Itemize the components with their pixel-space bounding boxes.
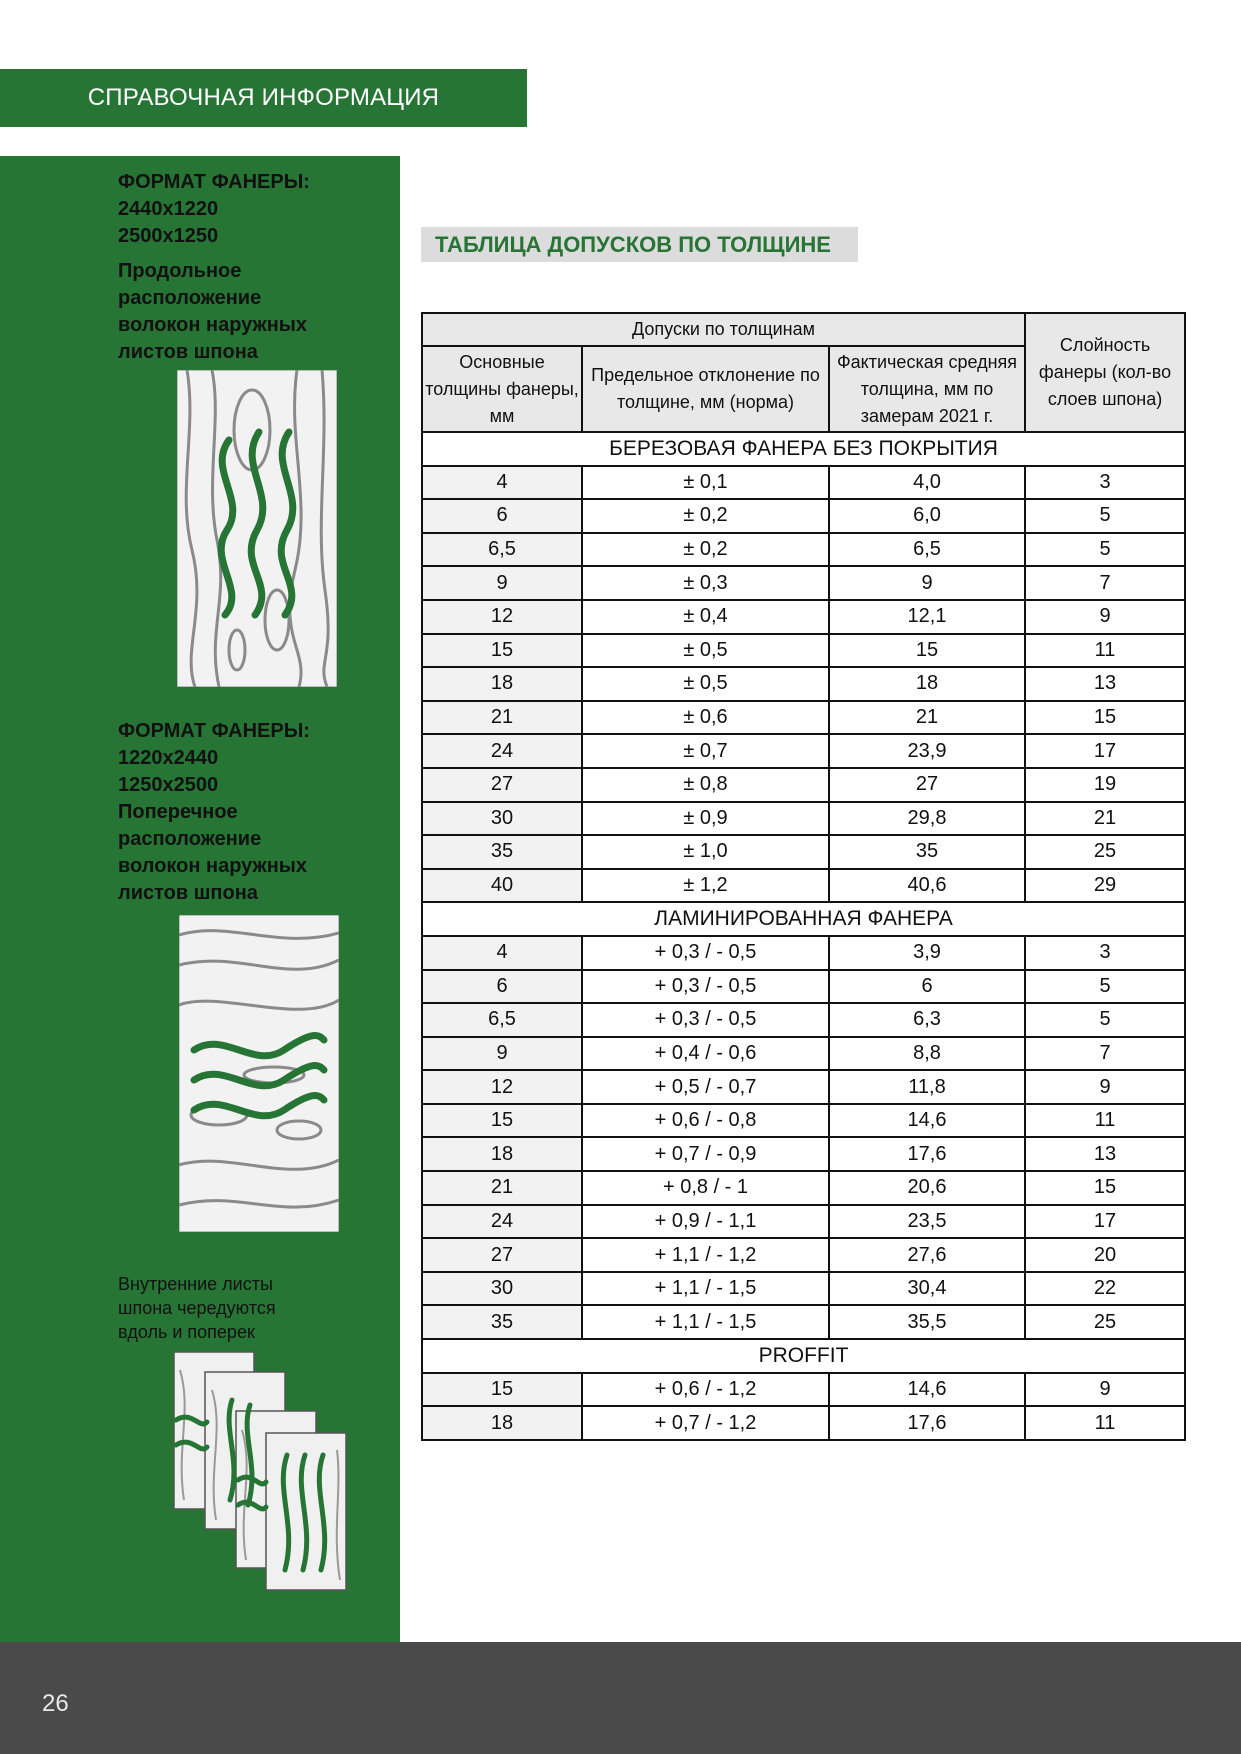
sidebar-longitudinal-desc bbox=[118, 258, 398, 366]
table-cell: 22 bbox=[1025, 1272, 1185, 1306]
table-cell: 27,6 bbox=[829, 1238, 1025, 1272]
table-title bbox=[421, 227, 858, 262]
table-cell: + 0,3 / - 0,5 bbox=[582, 1003, 829, 1037]
table-row bbox=[422, 1406, 1185, 1440]
table-cell: ± 0,1 bbox=[582, 466, 829, 500]
table-cell: 11 bbox=[1025, 1104, 1185, 1138]
table-cell: ± 0,9 bbox=[582, 802, 829, 836]
table-cell: 11 bbox=[1025, 1406, 1185, 1440]
table-cell: 29 bbox=[1025, 869, 1185, 903]
column-header-deviation: Предельное отклонение по толщине, мм (норма) bbox=[582, 346, 829, 432]
table-cell: 20,6 bbox=[829, 1171, 1025, 1205]
table-title-text: ТАБЛИЦА ДОПУСКОВ ПО ТОЛЩИНЕ bbox=[435, 231, 831, 257]
table-row bbox=[422, 634, 1185, 668]
table-row bbox=[422, 566, 1185, 600]
table-cell: 40 bbox=[422, 869, 582, 903]
table-cell: + 1,1 / - 1,2 bbox=[582, 1238, 829, 1272]
table-cell: 3,9 bbox=[829, 936, 1025, 970]
section-title: БЕРЕЗОВАЯ ФАНЕРА БЕЗ ПОКРЫТИЯ bbox=[422, 432, 1185, 466]
table-cell: 3 bbox=[1025, 936, 1185, 970]
table-row bbox=[422, 1305, 1185, 1339]
table-row bbox=[422, 1137, 1185, 1171]
section-title: ЛАМИНИРОВАННАЯ ФАНЕРА bbox=[422, 902, 1185, 936]
table-cell: 6,3 bbox=[829, 1003, 1025, 1037]
table-row bbox=[422, 499, 1185, 533]
table-cell: ± 0,3 bbox=[582, 566, 829, 600]
table-row bbox=[422, 1171, 1185, 1205]
table-cell: ± 0,4 bbox=[582, 600, 829, 634]
section-title: PROFFIT bbox=[422, 1339, 1185, 1373]
table-cell: 4 bbox=[422, 936, 582, 970]
format-size: 1250х2500 bbox=[118, 774, 219, 796]
format-heading: ФОРМАТ ФАНЕРЫ: bbox=[118, 171, 310, 193]
table-cell: 17 bbox=[1025, 1205, 1185, 1239]
table-cell: 21 bbox=[1025, 802, 1185, 836]
table-row bbox=[422, 1272, 1185, 1306]
section-header-label: СПРАВОЧНАЯ ИНФОРМАЦИЯ bbox=[87, 84, 440, 111]
format-heading: ФОРМАТ ФАНЕРЫ: bbox=[118, 720, 310, 742]
table-cell: 17 bbox=[1025, 734, 1185, 768]
desc-line: листов шпона bbox=[118, 882, 258, 904]
table-row bbox=[422, 600, 1185, 634]
table-cell: 11,8 bbox=[829, 1070, 1025, 1104]
table-cell: 3 bbox=[1025, 466, 1185, 500]
table-cell: 35 bbox=[422, 835, 582, 869]
footer-bar bbox=[0, 1642, 1241, 1754]
table-cell: 29,8 bbox=[829, 802, 1025, 836]
table-row bbox=[422, 1037, 1185, 1071]
table-cell: 27 bbox=[422, 768, 582, 802]
table-cell: 13 bbox=[1025, 667, 1185, 701]
desc-line: волокон наружных bbox=[118, 855, 307, 877]
table-cell: ± 0,6 bbox=[582, 701, 829, 735]
table-cell: 27 bbox=[829, 768, 1025, 802]
table-cell: 6,5 bbox=[422, 1003, 582, 1037]
table-cell: 35,5 bbox=[829, 1305, 1025, 1339]
table-cell: + 0,8 / - 1 bbox=[582, 1171, 829, 1205]
table-cell: 12,1 bbox=[829, 600, 1025, 634]
longitudinal-grain-veneer-image bbox=[177, 370, 337, 687]
table-row bbox=[422, 1104, 1185, 1138]
table-cell: 17,6 bbox=[829, 1406, 1025, 1440]
table-cell: 24 bbox=[422, 734, 582, 768]
table-cell: 4 bbox=[422, 466, 582, 500]
table-cell: ± 0,2 bbox=[582, 499, 829, 533]
sidebar-format-transverse bbox=[118, 718, 398, 907]
table-cell: + 0,3 / - 0,5 bbox=[582, 936, 829, 970]
table-cell: ± 0,2 bbox=[582, 533, 829, 567]
column-header-layers: Слойность фанеры (кол-во слоев шпона) bbox=[1025, 313, 1185, 432]
transverse-grain-veneer-image bbox=[179, 915, 339, 1232]
desc-line: расположение bbox=[118, 828, 262, 850]
table-cell: 5 bbox=[1025, 533, 1185, 567]
table-cell: 5 bbox=[1025, 970, 1185, 1004]
table-cell: ± 0,7 bbox=[582, 734, 829, 768]
table-row bbox=[422, 533, 1185, 567]
table-cell: 21 bbox=[422, 701, 582, 735]
table-cell: + 0,7 / - 1,2 bbox=[582, 1406, 829, 1440]
page-number: 26 bbox=[42, 1690, 69, 1717]
table-cell: 27 bbox=[422, 1238, 582, 1272]
table-cell: ± 0,5 bbox=[582, 667, 829, 701]
table-cell: 7 bbox=[1025, 566, 1185, 600]
table-cell: 30 bbox=[422, 802, 582, 836]
table-cell: 14,6 bbox=[829, 1373, 1025, 1407]
table-cell: 5 bbox=[1025, 499, 1185, 533]
table-body bbox=[422, 432, 1185, 1440]
table-row bbox=[422, 667, 1185, 701]
section-row bbox=[422, 1339, 1185, 1373]
table-cell: 35 bbox=[829, 835, 1025, 869]
table-cell: 18 bbox=[829, 667, 1025, 701]
table-cell: 9 bbox=[829, 566, 1025, 600]
table-cell: 21 bbox=[422, 1171, 582, 1205]
table-cell: 8,8 bbox=[829, 1037, 1025, 1071]
sidebar-format-longitudinal bbox=[118, 169, 398, 250]
table-cell: 23,5 bbox=[829, 1205, 1025, 1239]
table-cell: 25 bbox=[1025, 835, 1185, 869]
table-cell: 6,0 bbox=[829, 499, 1025, 533]
table-cell: 21 bbox=[829, 701, 1025, 735]
table-cell: + 0,7 / - 0,9 bbox=[582, 1137, 829, 1171]
note-line: шпона чередуются bbox=[118, 1298, 276, 1318]
table-row bbox=[422, 1003, 1185, 1037]
table-row bbox=[422, 1205, 1185, 1239]
group-header: Допуски по толщинам bbox=[422, 313, 1025, 346]
table-row bbox=[422, 1070, 1185, 1104]
table-cell: 6,5 bbox=[422, 533, 582, 567]
table-cell: 18 bbox=[422, 1137, 582, 1171]
table-row bbox=[422, 1373, 1185, 1407]
table-cell: 20 bbox=[1025, 1238, 1185, 1272]
table-cell: 4,0 bbox=[829, 466, 1025, 500]
table-cell: + 0,6 / - 0,8 bbox=[582, 1104, 829, 1138]
format-size: 1220х2440 bbox=[118, 747, 219, 769]
table-cell: 15 bbox=[1025, 701, 1185, 735]
table-row bbox=[422, 936, 1185, 970]
table-cell: 11 bbox=[1025, 634, 1185, 668]
table-cell: 17,6 bbox=[829, 1137, 1025, 1171]
table-cell: + 1,1 / - 1,5 bbox=[582, 1272, 829, 1306]
table-cell: 7 bbox=[1025, 1037, 1185, 1071]
table-cell: 19 bbox=[1025, 768, 1185, 802]
table-cell: 5 bbox=[1025, 1003, 1185, 1037]
format-size: 2500х1250 bbox=[118, 225, 219, 247]
table-cell: 6 bbox=[422, 499, 582, 533]
section-row bbox=[422, 902, 1185, 936]
stacked-veneer-sheets-image bbox=[172, 1350, 352, 1594]
note-line: вдоль и поперек bbox=[118, 1322, 255, 1342]
table-cell: ± 1,0 bbox=[582, 835, 829, 869]
format-size: 2440х1220 bbox=[118, 198, 219, 220]
table-cell: + 1,1 / - 1,5 bbox=[582, 1305, 829, 1339]
note-line: Внутренние листы bbox=[118, 1274, 273, 1294]
table-row bbox=[422, 970, 1185, 1004]
table-cell: 12 bbox=[422, 600, 582, 634]
table-cell: 23,9 bbox=[829, 734, 1025, 768]
table-row bbox=[422, 734, 1185, 768]
desc-line: расположение bbox=[118, 287, 262, 309]
thickness-tolerance-table bbox=[421, 312, 1186, 1441]
table-cell: 35 bbox=[422, 1305, 582, 1339]
table-cell: 25 bbox=[1025, 1305, 1185, 1339]
table-cell: 9 bbox=[422, 1037, 582, 1071]
sidebar-inner-layers-note bbox=[118, 1272, 398, 1344]
section-row bbox=[422, 432, 1185, 466]
table-cell: 30,4 bbox=[829, 1272, 1025, 1306]
table-cell: 6 bbox=[829, 970, 1025, 1004]
desc-line: Поперечное bbox=[118, 801, 238, 823]
table-cell: ± 0,8 bbox=[582, 768, 829, 802]
table-cell: 13 bbox=[1025, 1137, 1185, 1171]
table-row bbox=[422, 869, 1185, 903]
desc-line: Продольное bbox=[118, 260, 242, 282]
table-row bbox=[422, 466, 1185, 500]
table-row bbox=[422, 835, 1185, 869]
table-row bbox=[422, 768, 1185, 802]
section-header-band bbox=[0, 69, 527, 127]
table-cell: 6 bbox=[422, 970, 582, 1004]
table-cell: + 0,6 / - 1,2 bbox=[582, 1373, 829, 1407]
table-row bbox=[422, 802, 1185, 836]
desc-line: волокон наружных bbox=[118, 314, 307, 336]
table-cell: 15 bbox=[1025, 1171, 1185, 1205]
table-cell: + 0,3 / - 0,5 bbox=[582, 970, 829, 1004]
table-cell: + 0,4 / - 0,6 bbox=[582, 1037, 829, 1071]
table-cell: 15 bbox=[422, 1104, 582, 1138]
table-row bbox=[422, 701, 1185, 735]
table-cell: ± 1,2 bbox=[582, 869, 829, 903]
table-cell: 18 bbox=[422, 667, 582, 701]
table-cell: 9 bbox=[1025, 1373, 1185, 1407]
table-row bbox=[422, 1238, 1185, 1272]
table-cell: 9 bbox=[1025, 600, 1185, 634]
table-cell: 6,5 bbox=[829, 533, 1025, 567]
table-cell: 15 bbox=[422, 1373, 582, 1407]
table-cell: + 0,5 / - 0,7 bbox=[582, 1070, 829, 1104]
table-cell: 30 bbox=[422, 1272, 582, 1306]
table-cell: 15 bbox=[422, 634, 582, 668]
table-cell: 18 bbox=[422, 1406, 582, 1440]
column-header-actual: Фактическая средняя толщина, мм по замерам 2021 г. bbox=[829, 346, 1025, 432]
table-cell: + 0,9 / - 1,1 bbox=[582, 1205, 829, 1239]
table-cell: 15 bbox=[829, 634, 1025, 668]
table-cell: 12 bbox=[422, 1070, 582, 1104]
table-cell: 14,6 bbox=[829, 1104, 1025, 1138]
table-cell: 40,6 bbox=[829, 869, 1025, 903]
table-cell: 9 bbox=[1025, 1070, 1185, 1104]
desc-line: листов шпона bbox=[118, 341, 258, 363]
table-cell: ± 0,5 bbox=[582, 634, 829, 668]
table-cell: 24 bbox=[422, 1205, 582, 1239]
table-cell: 9 bbox=[422, 566, 582, 600]
column-header-thickness: Основные толщины фанеры, мм bbox=[422, 346, 582, 432]
